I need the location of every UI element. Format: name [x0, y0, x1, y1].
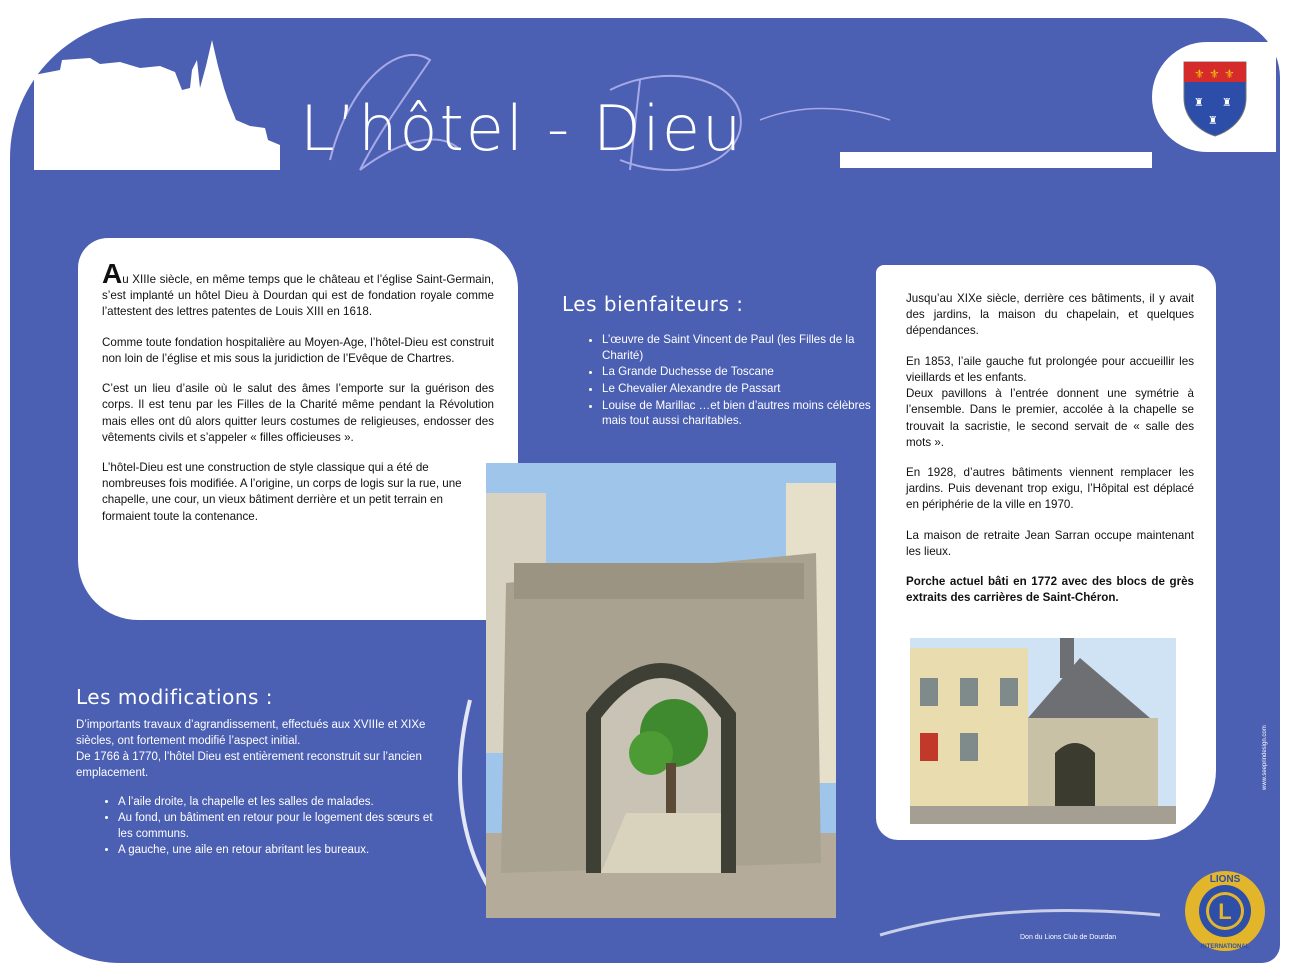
modifications-p2: De 1766 à 1770, l’hôtel Dieu est entièrement reconstruit sur l’ancien emplacement.: [76, 750, 422, 779]
history-paragraph-6: Porche actuel bâti en 1772 avec des blocs de grès extraits des carrières de Saint-Chéron.: [906, 575, 1194, 605]
list-item: • A gauche, une aile en retour abritant les bureaux.: [118, 843, 436, 859]
svg-text:♜: ♜: [1208, 114, 1218, 127]
list-item: • Louise de Marillac …et bien d’autres moins célèbres mais tout aussi charitables.: [602, 398, 872, 429]
bienfaiteurs-title: Les bienfaiteurs :: [562, 292, 744, 316]
building-photo: [910, 638, 1176, 824]
intro-paragraph-3: C’est un lieu d’asile où le salut des âmes l’emporte sur la guérison des corps. Il est tenu par les Filles de la Charité même pendant la Révolution mais elles ont dû alors quitter leurs costumes de religieuses, endosser des vêtements civils et s’appeler « filles officieuses ».: [102, 382, 494, 444]
donor-note: Don du Lions Club de Dourdan: [1020, 934, 1117, 941]
dourdan-coat-of-arms-icon: [1180, 58, 1250, 138]
svg-text:♜: ♜: [1222, 96, 1232, 109]
lions-letter: L: [1218, 899, 1232, 924]
svg-text:⚜: ⚜: [1224, 67, 1235, 81]
history-paragraph-2: En 1853, l’aile gauche fut prolongée pour accueillir les vieillards et les enfants.: [906, 354, 1194, 384]
svg-text:⚜: ⚜: [1209, 67, 1220, 81]
list-item: • A l’aile droite, la chapelle et les salles de malades.: [118, 795, 436, 811]
dropcap: A: [102, 258, 123, 289]
lions-top-text: LIONS: [1209, 874, 1241, 885]
list-item: • L’œuvre de Saint Vincent de Paul (les Filles de la Charité): [602, 332, 872, 363]
modifications-text: [76, 718, 436, 859]
modifications-p1: D’importants travaux d’agrandissement, effectués aux XVIIIe et XIXe siècles, ont fortement modifié l’aspect initial.: [76, 719, 426, 747]
history-paragraph-3: Deux pavillons à l’entrée donnent une symétrie à l’ensemble. Dans le premier, accolée à la chapelle se trouvait la sacristie, le second servait de « salle des mots ».: [906, 387, 1194, 449]
designer-credit: www.seeprindesign.com: [1262, 725, 1268, 790]
intro-paragraph-2: Comme toute fondation hospitalière au Moyen-Age, l’hôtel-Dieu est construit non loin de l’église et mis sous la juridiction de l’Evêque de Chartres.: [102, 335, 494, 365]
page-title: L’hôtel - Dieu: [300, 92, 744, 165]
intro-paragraph-1-text: u XIIIe siècle, en même temps que le château et l’église Saint-Germain, s’est implanté un hôtel Dieu à Dourdan qui est de fondation royale comme l’attestent des lettres patentes de Louis XIII en 1618.: [102, 273, 494, 319]
list-item: • Au fond, un bâtiment en retour pour le logement des sœurs et les communs.: [118, 811, 436, 843]
list-item: • Le Chevalier Alexandre de Passart: [602, 381, 872, 397]
list-item: • La Grande Duchesse de Toscane: [602, 364, 872, 380]
modifications-paragraph-1: [76, 718, 436, 781]
intro-paragraph-4: L’hôtel-Dieu est une construction de style classique qui a été de nombreuses fois modifiée. A l’origine, un corps de logis sur la rue, une chapelle, une cour, un vieux bâtiment derrière et un petit terrain en formaient toute la contenance.: [102, 460, 462, 523]
porch-photo: [486, 463, 836, 918]
intro-paragraph-1: [102, 260, 494, 321]
history-paragraph-4: En 1928, d’autres bâtiments viennent remplacer les jardins. Puis devenant trop exigu, l’Hôpital est déplacé en périphérie de la ville en 1970.: [906, 465, 1194, 512]
intro-text-box: [78, 238, 518, 620]
modifications-list: [76, 795, 436, 858]
history-paragraph-5: La maison de retraite Jean Sarran occupe maintenant les lieux.: [906, 528, 1194, 558]
history-paragraph-1: Jusqu’au XIXe siècle, derrière ces bâtiments, il y avait des jardins, la maison du chapelain, et quelques dépendances.: [906, 292, 1194, 338]
lions-bottom-text: INTERNATIONAL: [1200, 944, 1250, 950]
modifications-title: Les modifications :: [76, 685, 274, 709]
lions-club-logo-icon: [1180, 868, 1270, 954]
svg-text:♜: ♜: [1194, 96, 1204, 109]
bienfaiteurs-list: [582, 332, 872, 430]
crest-container: [1152, 42, 1276, 152]
svg-text:⚜: ⚜: [1194, 67, 1205, 81]
